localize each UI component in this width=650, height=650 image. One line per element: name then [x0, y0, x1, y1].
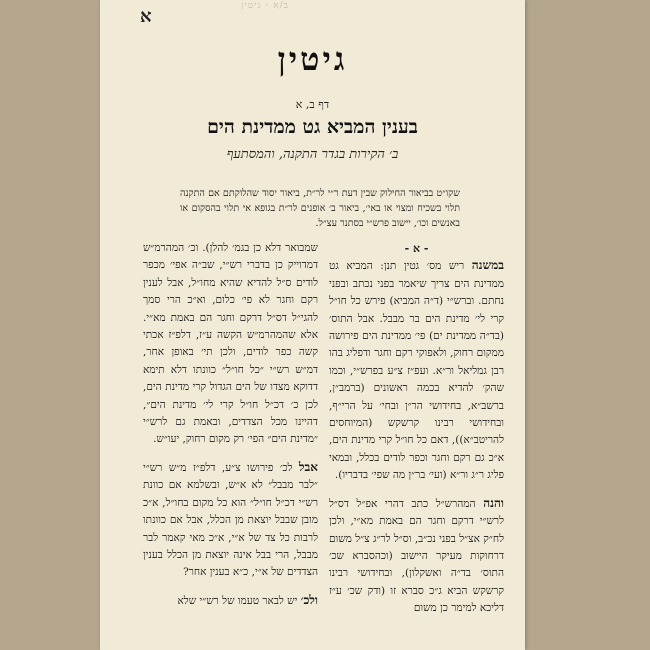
page-number: א	[140, 6, 152, 27]
folio-reference: דף ב, א	[295, 98, 330, 111]
paragraph-text: ריש מס׳ גטין תנן: המביא גט ממדינת הים צריך שיאמר בפני נכתב ובפני נחתם. וברש״י (ד״ה המביא) פירש כל חו״ל קרי לי׳ מדינת הים בר מבבל. אבל התוס׳ (בד״ה ממדינת ים) פי׳ ממדינת הים פירושה ממקום רחוק, ולאפוקי רקם וחגר ודפליג בהו רבן גמליאל ור״א. ועפ״ז צ״ע בפרש״י, וכמו שהק׳ להדיא בכמה ראשונים (ברמב״ן, ברשב״א, בחידושי הר״ן ובחי׳ על הרי״ף, ובחידושי רבינו קרשקש (המיוחסים להריטב״א)), דאם כל חו״ל קרי מדינת הים, א״כ גם רקם וחגר וכפר לודים בכלל, ובמאי פליג ר״ג ור״א (ועי׳ בר״ן מה שפי׳ בדבריו).	[329, 260, 504, 482]
paragraph-lead-word: במשנה	[471, 258, 504, 273]
section-subheading: ב׳ הקירות בגדר התקנה, והמסתעף	[226, 147, 399, 162]
tractate-title: גיטין	[277, 40, 348, 78]
paragraph-text: יש לבאר טעמו של רש״י שלא	[177, 594, 298, 607]
running-head: ב/א · גיטין	[241, 1, 289, 11]
paragraph	[329, 495, 504, 618]
right-text-column	[329, 240, 504, 618]
column-section-marker: - א -	[404, 242, 429, 255]
paragraph	[143, 592, 318, 610]
section-heading: בענין המביא גט ממדינת הים	[207, 116, 418, 138]
paragraph-lead-word: והנה	[483, 495, 504, 510]
paragraph-text: לכ׳ פירושו צ״ע, דלפ״ז מ״ש רש״י ״לבר מבבל״ לא א״ש, ובשלמא אם כוונת רש״י דכ״ל חו״ל״ הוא כל מקום בחו״ל, א״כ מובן שבבל יוצאת מן הכלל, אבל אם כוונתו לרבות כל צד של א״י, א״כ מאי קאמר לבר מבבל, הרי בבל אינה יוצאת מן הכלל בענין הצדדים של א״י, כ״א בענין אחר?	[143, 461, 318, 579]
paragraph-lead-word: אבל	[298, 459, 318, 474]
section-summary: שקו״ט בביאור החילוק שבין דעת ר״י לר״ת, ביאור יסוד שהלוקתם אם התקנה תלוי בשכיח ומצוי או באי׳, ביאור ב׳ אופנים לר״ת בגופא אי תלוי בהסקום או באנשים וכו׳, יישוב פרש״י בסתנר עצ״ל.	[180, 188, 460, 229]
paragraph	[143, 240, 318, 449]
paragraph-lead-word: ולכ׳	[300, 592, 318, 607]
paragraph-text: המהרש״ל כתב דהרי אפ״ל דס״ל לרש״י דרקם וחגר הם באמת מא״י, ולכן לח״ק אצ״ל בפני נכ״ב, וס״ל לר״ג צ״ל משום דרחוקות מעיקר היישוב (וכהסברא שכ׳ התוס׳ בד״ה ואשקלון), ובחידושי רבינו קרשקש הביא ג״כ סברא זו (ודק שכ׳ ע״ז דליכא למימר כן משום	[329, 497, 504, 615]
paragraph	[143, 459, 318, 582]
paragraph-text: שמבואר דלא כן בגמ׳ להלן). וכ׳ המהרמ״ש דמדוייק כן בדברי רש״י, שב״ה אפי׳ מכפר לודים ס״ל להדיא שהיא מחו״ל, אבל לענין רקם וחגר לא פי׳ כלום, וא״כ הרי סמך להגי״ל דס״ל דרקם וחגר הם באמת מא״י. אלא שהמהרמ״ש הקשה ע״ז, דלפ״ז אכתי קשה כפר לודים, ולכן תי׳ באופן אחר, דמ״ש רש״י ״כל חו״ל״ כוונתו דלא תימא דדוקא מצדו של הים הגדול קרי מדינת הים, לכן כ׳ דכ״ל חו״ל קרי לי׳ מדינת הים״, דהיינו מכל הצדדים, ובאמת גם לרש״י ״מדינת הים״ הפי׳ רק מקום רחוק, יעו״ש.	[143, 242, 318, 446]
paragraph	[329, 257, 504, 484]
left-text-column	[143, 240, 318, 610]
